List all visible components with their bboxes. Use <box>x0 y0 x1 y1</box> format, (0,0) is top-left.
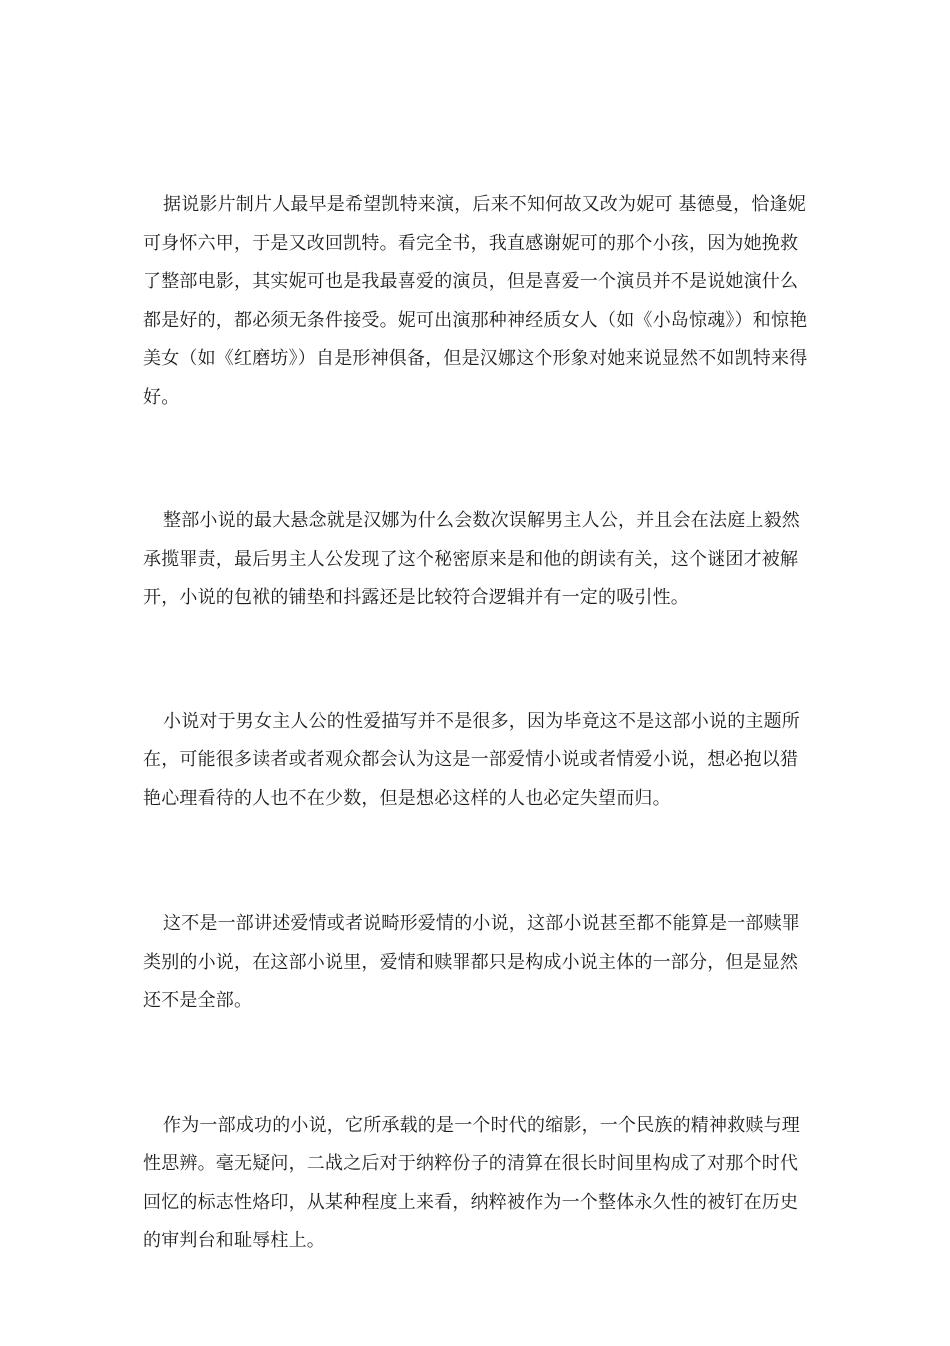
paragraph-3: 小说对于男女主人公的性爱描写并不是很多，因为毕竟这不是这部小说的主题所在，可能很多读者或者观众都会认为这是一部爱情小说或者情爱小说，想必抱以猎艳心理看待的人也不在少数，但是想必这样的人也必定失望而归。 <box>143 710 800 809</box>
document-body <box>143 186 815 1346</box>
paragraph-1: 据说影片制片人最早是希望凯特来演，后来不知何故又改为妮可 基德曼，恰逢妮可身怀六甲，于是又改回凯特。看完全书，我直感谢妮可的那个小孩，因为她挽救了整部电影，其实妮可也是我最喜爱的演员，但是喜爱一个演员并不是说她演什么都是好的，都必须无条件接受。妮可出演那种神经质女人（如《小岛惊魂》）和惊艳美女（如《红磨坊》）自是形神俱备，但是汉娜这个形象对她来说显然不如凯特来得好。 <box>143 194 808 408</box>
paragraph-5: 作为一部成功的小说，它所承载的是一个时代的缩影，一个民族的精神救赎与理性思辨。毫无疑问，二战之后对于纳粹份子的清算在很长时间里构成了对那个时代回忆的标志性烙印，从某种程度上来看，纳粹被作为一个整体永久性的被钉在历史的审判台和耻辱柱上。 <box>143 1114 800 1251</box>
paragraph-2: 整部小说的最大悬念就是汉娜为什么会数次误解男主人公，并且会在法庭上毅然承揽罪责，最后男主人公发现了这个秘密原来是和他的朗读有关，这个谜团才被解开，小说的包袱的铺垫和抖露还是比较符合逻辑并有一定的吸引性。 <box>143 510 800 608</box>
paragraph-4: 这不是一部讲述爱情或者说畸形爱情的小说，这部小说甚至都不能算是一部赎罪类别的小说，在这部小说里，爱情和赎罪都只是构成小说主体的一部分，但是显然还不是全部。 <box>143 913 800 1011</box>
